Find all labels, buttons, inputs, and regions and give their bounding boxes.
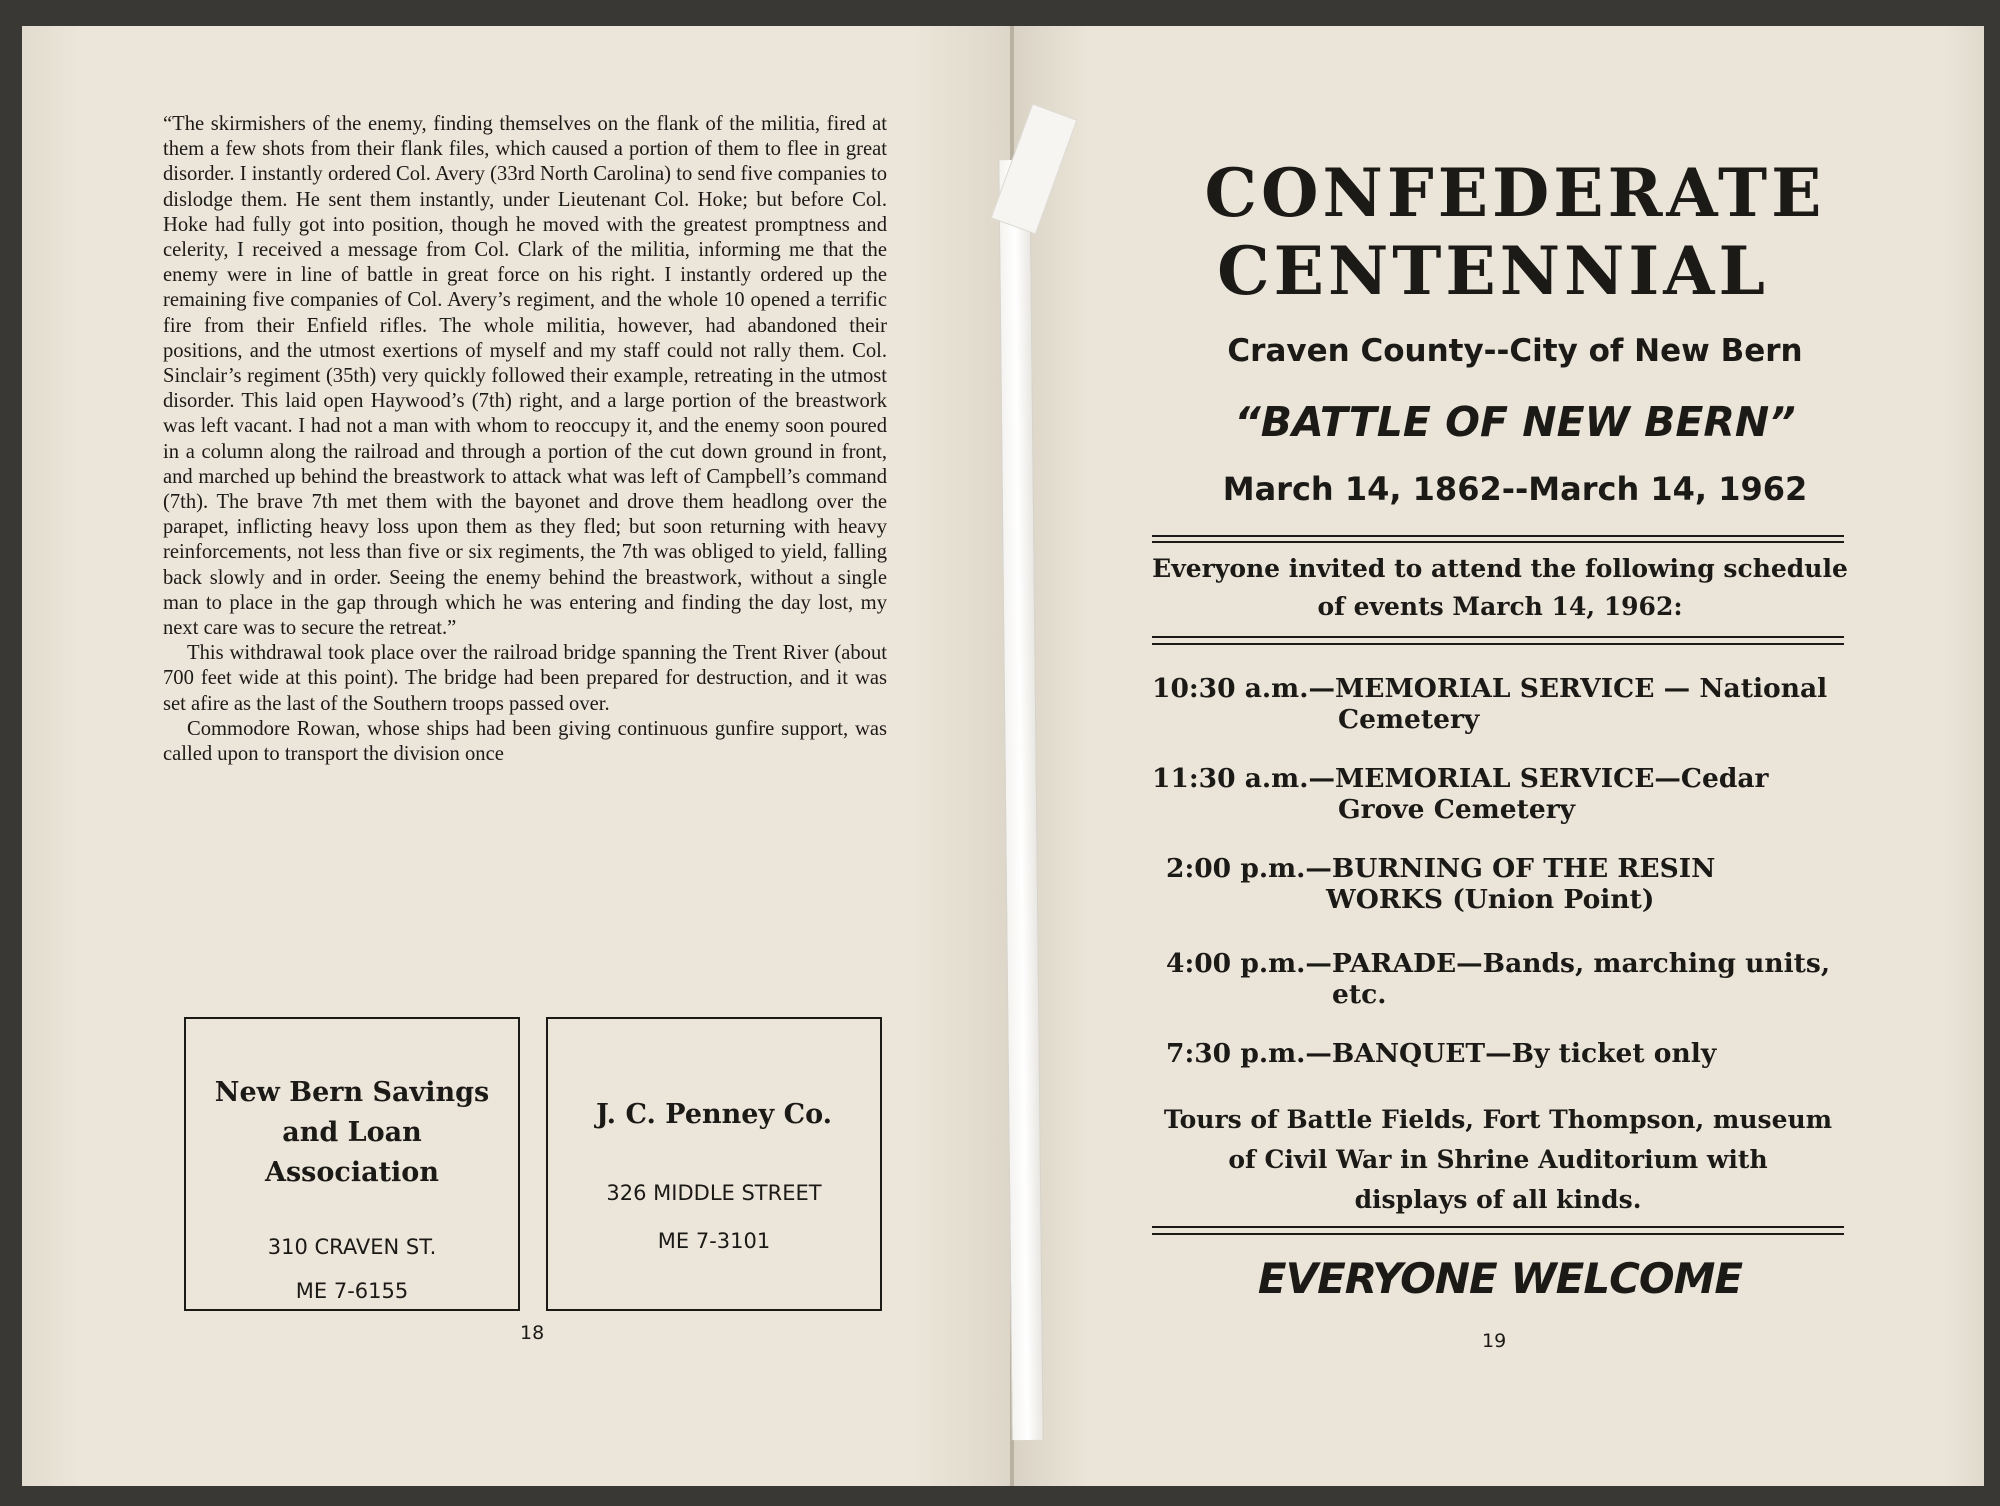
ad-jc-penney bbox=[546, 1017, 882, 1311]
schedule-item bbox=[1166, 948, 1866, 1010]
schedule-event: —PARADE—Bands, marching units, bbox=[1305, 948, 1831, 979]
schedule-event: —BURNING OF THE RESIN bbox=[1305, 853, 1716, 884]
article-text bbox=[163, 112, 887, 767]
paragraph: “The skirmishers of the enemy, finding themselves on the flank of the militia, fired at them a few shots from their flank files, which caused a portion of them to flee in great disorder. I instantly ordered Col. Avery (33rd North Carolina) to send five companies to dislodge them. He sent them instantly, under Lieutenant Col. Hoke; but before Col. Hoke had fully got into position, though he moved with the greatest promptness and celerity, I received a message from Col. Clark of the militia, informing me that the enemy were in line of battle in great force on his right. I instantly ordered up the remaining five companies of Col. Avery’s regiment, and the whole 10 opened a terrific fire from their Enfield rifles. The whole militia, however, had abandoned their positions, and the utmost exertions of myself and my staff could not rally them. Col. Sinclair’s regiment (35th) very quickly followed their example, retreating in the utmost disorder. This laid open Haywood’s (7th) right, and a large portion of the breastwork was left vacant. I had not a man with whom to reoccupy it, and the enemy soon poured in a column along the railroad and through a portion of the cut down ground in front, and marched up behind the breastwork to attack what was left of Campbell’s command (7th). The brave 7th met them with the bayonet and drove them headlong over the parapet, inflicting heavy loss upon them as they fled; but soon returning with heavy reinforcements, not less than five or six regiments, the 7th was obliged to yield, falling back slowly and in order. Seeing the enemy behind the breastwork, without a single man to place in the gap through which he was entering and finding the day lost, my next care was to secure the retreat.” bbox=[163, 113, 887, 640]
schedule-time: 10:30 a.m. bbox=[1152, 673, 1309, 704]
schedule-event: —BANQUET—By ticket only bbox=[1305, 1038, 1717, 1069]
schedule-item bbox=[1152, 673, 1852, 735]
divider bbox=[1152, 541, 1844, 543]
schedule-time: 4:00 p.m. bbox=[1166, 948, 1306, 979]
divider bbox=[1152, 636, 1844, 638]
battle-title: “BATTLE OF NEW BERN” bbox=[1234, 398, 1796, 446]
ad-name: New Bern Savings and Loan Association bbox=[214, 1077, 490, 1188]
schedule-item bbox=[1152, 763, 1852, 825]
ad-address: 310 CRAVEN ST. bbox=[267, 1235, 437, 1259]
event-dates: March 14, 1862--March 14, 1962 bbox=[1222, 470, 1808, 508]
schedule-event: —MEMORIAL SERVICE — National bbox=[1308, 673, 1828, 704]
schedule-time: 11:30 a.m. bbox=[1152, 763, 1309, 794]
tours-line: of Civil War in Shrine Auditorium with bbox=[1228, 1145, 1768, 1174]
schedule-event: —MEMORIAL SERVICE—Cedar bbox=[1308, 763, 1769, 794]
title-line2: CENTENNIAL bbox=[1217, 232, 1769, 310]
tours-text bbox=[1148, 1100, 1848, 1220]
schedule-item bbox=[1166, 1038, 1866, 1069]
invite-text bbox=[1150, 550, 1850, 626]
tours-line: Tours of Battle Fields, Fort Thompson, museum bbox=[1163, 1105, 1833, 1134]
welcome-banner: EVERYONE WELCOME bbox=[1257, 1254, 1743, 1303]
ad-phone: ME 7-3101 bbox=[657, 1229, 771, 1253]
paragraph: This withdrawal took place over the railroad bridge spanning the Trent River (about 700 feet wide at this point). The bridge had been prepared for destruction, and it was set afire as the last of the Southern troops passed over. bbox=[163, 642, 887, 715]
schedule-event-cont: etc. bbox=[1332, 979, 1387, 1010]
invite-line: Everyone invited to attend the following schedule bbox=[1152, 554, 1848, 583]
page-number: 19 bbox=[1482, 1330, 1507, 1352]
schedule-event-cont: Grove Cemetery bbox=[1338, 794, 1576, 825]
schedule-event-cont: WORKS (Union Point) bbox=[1326, 884, 1655, 915]
divider bbox=[1152, 1233, 1844, 1235]
invite-line: of events March 14, 1962: bbox=[1317, 592, 1683, 621]
schedule-event-cont: Cemetery bbox=[1338, 704, 1480, 735]
schedule-time: 2:00 p.m. bbox=[1166, 853, 1306, 884]
page-number: 18 bbox=[520, 1322, 545, 1344]
divider bbox=[1152, 1226, 1844, 1228]
divider bbox=[1152, 643, 1844, 645]
ad-phone: ME 7-6155 bbox=[295, 1279, 409, 1303]
tours-line: displays of all kinds. bbox=[1354, 1185, 1642, 1214]
title-line1: CONFEDERATE bbox=[1204, 154, 1826, 232]
divider bbox=[1152, 535, 1844, 537]
schedule-time: 7:30 p.m. bbox=[1166, 1038, 1306, 1069]
ad-savings-and-loan bbox=[184, 1017, 520, 1311]
subtitle: Craven County--City of New Bern bbox=[1227, 333, 1803, 369]
paragraph: Commodore Rowan, whose ships had been giving continuous gunfire support, was called upon to transport the division once bbox=[163, 717, 887, 766]
schedule-item bbox=[1166, 853, 1866, 915]
ad-name: J. C. Penney Co. bbox=[596, 1099, 832, 1130]
ad-address: 326 MIDDLE STREET bbox=[606, 1181, 822, 1205]
